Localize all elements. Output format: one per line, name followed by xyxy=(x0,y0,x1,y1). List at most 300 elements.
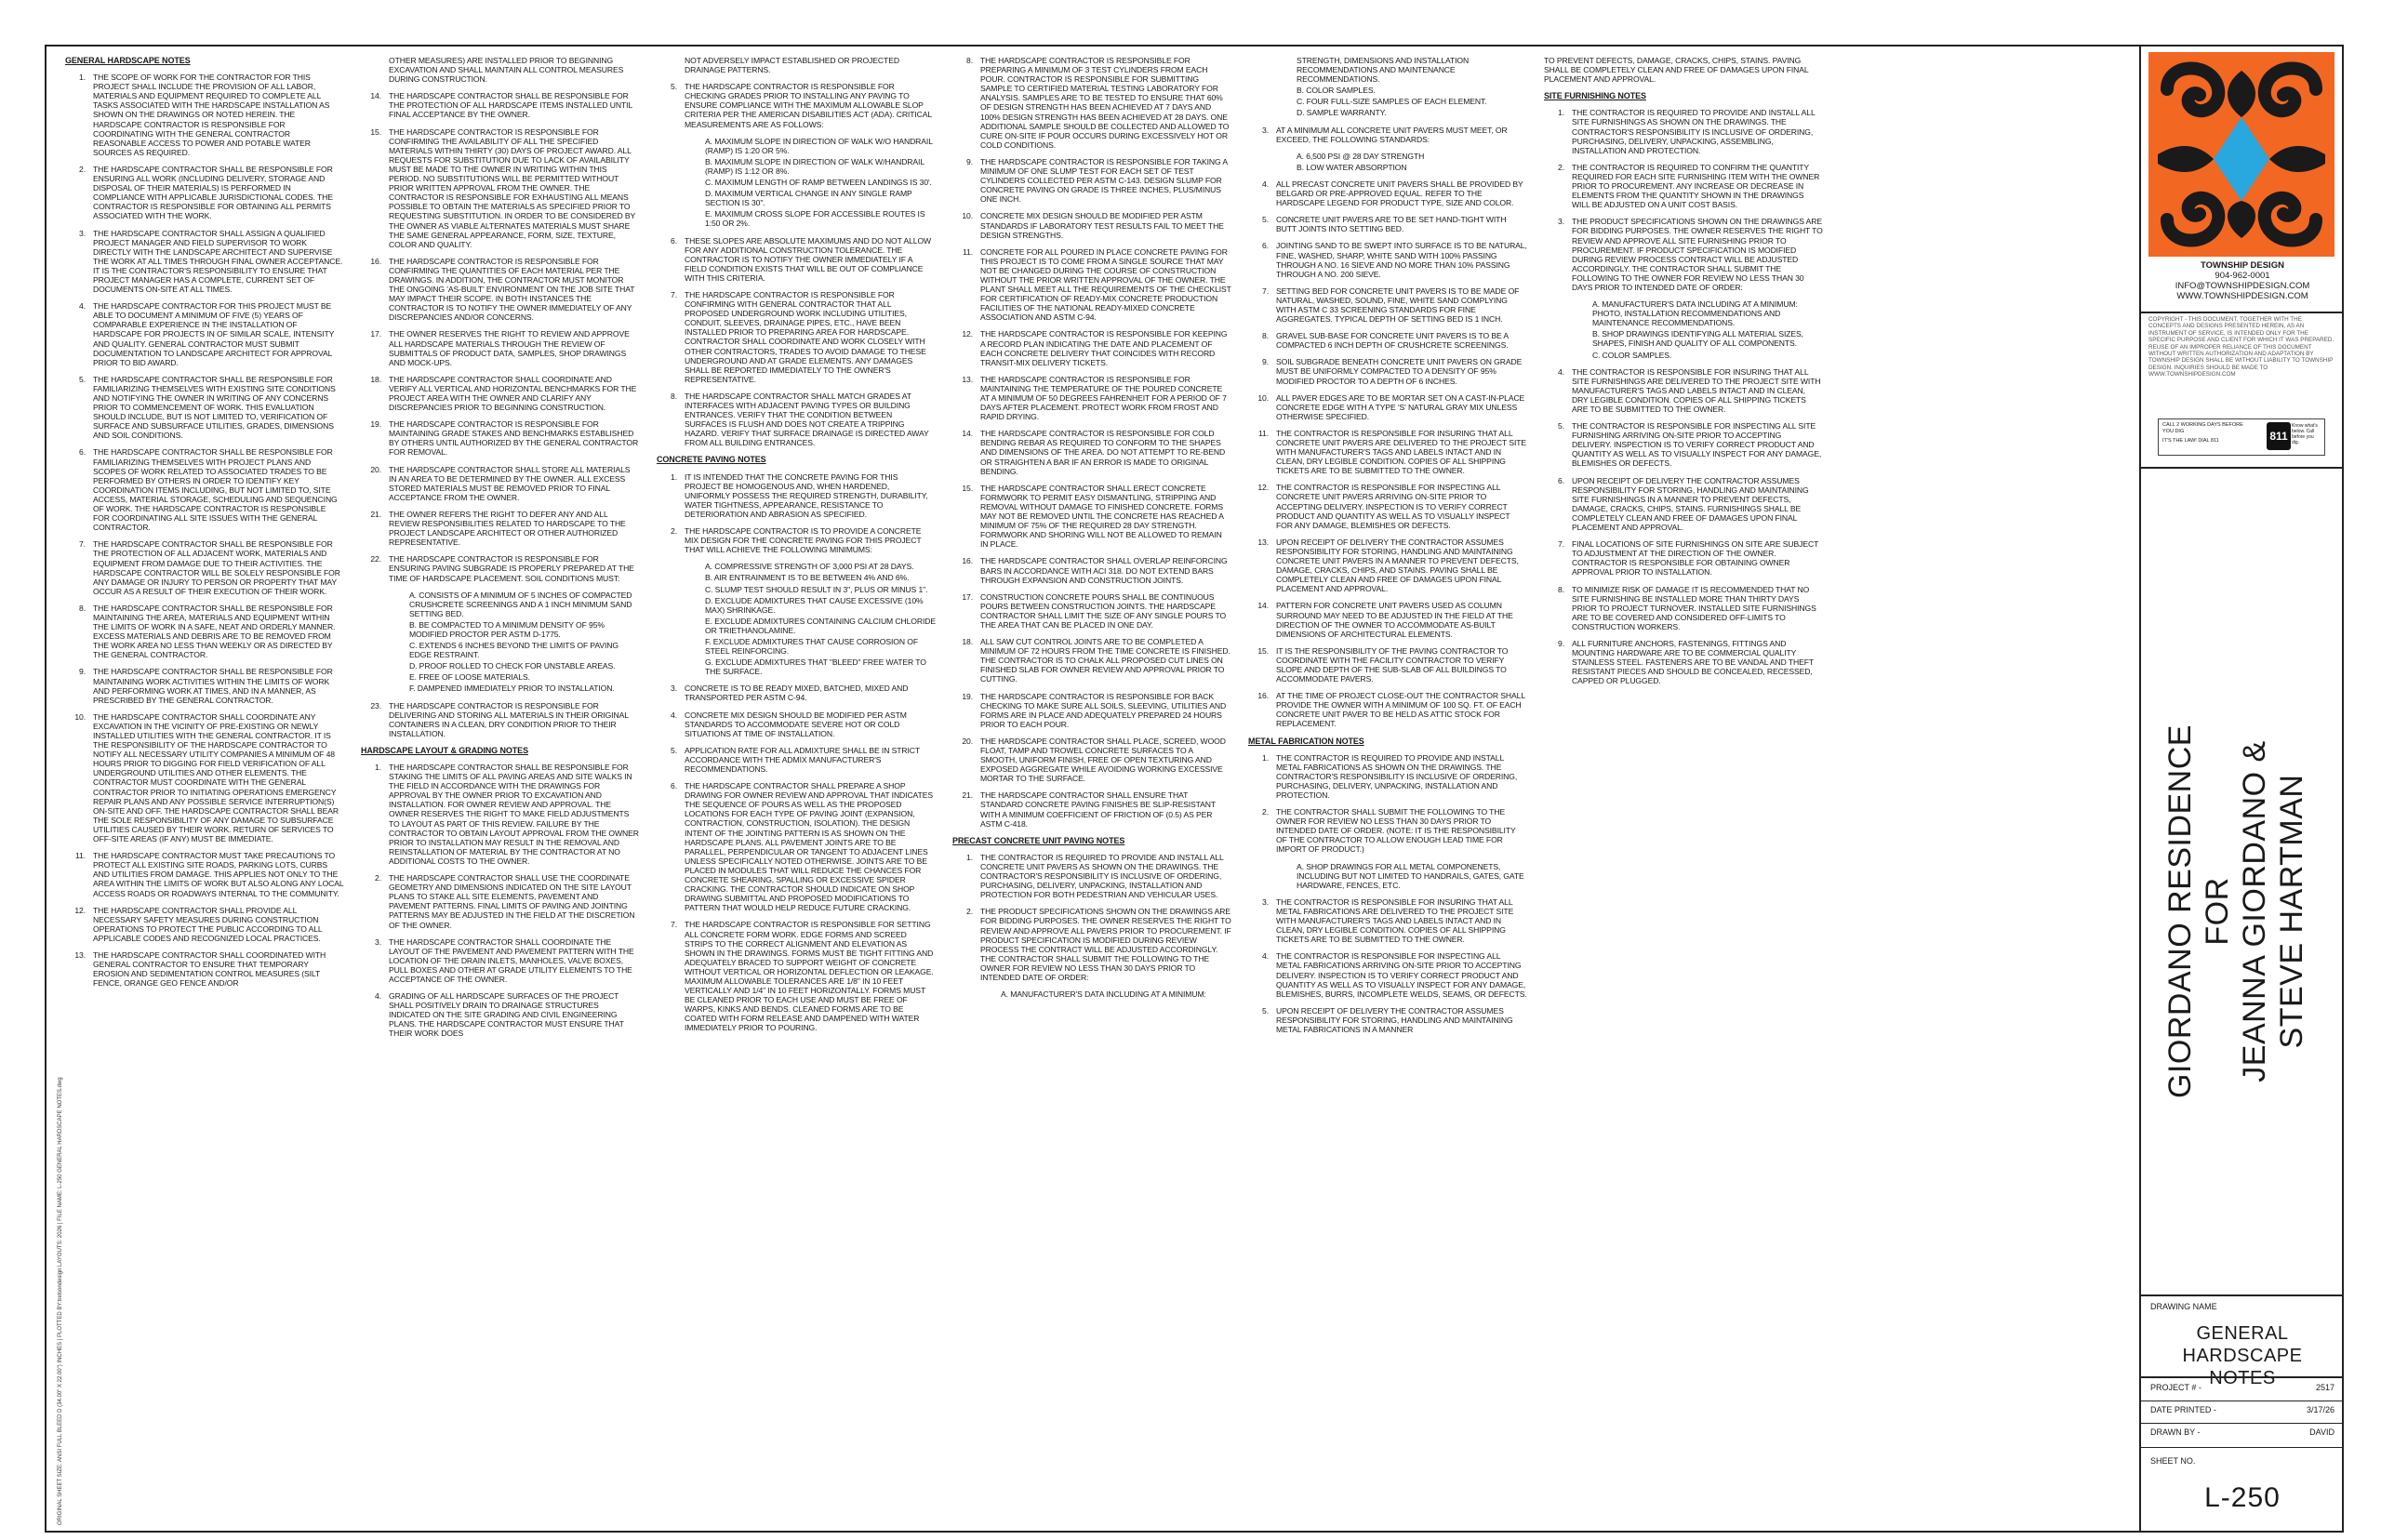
drawn-by-label: DRAWN BY - xyxy=(2150,1427,2201,1437)
sub-item: A. MANUFACTURER'S DATA INCLUDING AT A MINIMUM: PHOTO, INSTALLATION RECOMMENDATIONS AND MAINTENANCE RECOMMENDATIONS. xyxy=(1592,299,1798,328)
note-list xyxy=(657,684,936,1032)
note-number: 13. xyxy=(74,949,86,960)
sub-item: B. LOW WATER ABSORPTION xyxy=(1297,162,1407,172)
note-number: 12. xyxy=(962,329,973,339)
note-number: 1. xyxy=(966,852,973,862)
note-text: GRAVEL SUB-BASE FOR CONCRETE UNIT PAVERS IS TO BE A COMPACTED 6 INCH DEPTH OF CRUSHCRETE SCREENINGS. xyxy=(1276,331,1509,351)
sub-list xyxy=(1544,299,1823,367)
project-title-text xyxy=(2162,539,2310,1283)
note-item xyxy=(361,91,640,119)
note-list xyxy=(1248,126,1527,144)
note-item xyxy=(952,329,1231,366)
note-item xyxy=(1248,897,1527,944)
note-item xyxy=(361,763,640,866)
note-item xyxy=(361,701,640,738)
note-item xyxy=(1248,241,1527,278)
note-item xyxy=(361,937,640,984)
note-item xyxy=(1248,807,1527,854)
note-number: 4. xyxy=(671,710,677,720)
section-title-general-hardscape: GENERAL HARDSCAPE NOTES xyxy=(65,56,191,65)
note-text: THE HARDSCAPE CONTRACTOR SHALL BE RESPONSIBLE FOR THE PROTECTION OF ALL ADJACENT WORK, MATERIALS AND EQUIPMENT FROM DAMAGE DUE TO THEIR ACTIVITIES. THE HARDSCAPE CONTRACTOR WILL BE SOLELY RESPONSIBLE FOR ANY DAMAGE OR INJURY TO PERSON OR PROPERTY THAT MAY OCCUR AS A RESULT OF THEIR EXECUTION OF THEIR WORK. xyxy=(93,539,340,596)
sub-item: C. COLOR SAMPLES. xyxy=(1592,350,1672,360)
note-number: 1. xyxy=(1558,108,1564,118)
note-item xyxy=(952,157,1231,204)
note-item xyxy=(1248,179,1527,207)
note-number: 7. xyxy=(1558,539,1564,550)
note-text: FINAL LOCATIONS OF SITE FURNISHINGS ON SITE ARE SUBJECT TO ADJUSTMENT AT THE DIRECTION OF THE OWNER. CONTRACTOR IS RESPONSIBLE FOR OBTAINING OWNER APPROVAL PRIOR TO INSTALLATION. xyxy=(1572,539,1819,578)
section-title-precast-paving: PRECAST CONCRETE UNIT PAVING NOTES xyxy=(952,835,1125,845)
note-number: 4. xyxy=(1558,366,1564,377)
note-item xyxy=(65,375,344,441)
note-item xyxy=(361,554,640,582)
firm-website: WWW.TOWNSHIPDESIGN.COM xyxy=(2176,291,2308,301)
note-number: 2. xyxy=(966,907,973,917)
note-item xyxy=(1544,539,1823,577)
note-item xyxy=(1544,367,1823,414)
sub-item: D. SAMPLE WARRANTY. xyxy=(1297,108,1387,118)
note-text: THE HARDSCAPE CONTRACTOR SHALL USE THE COORDINATE GEOMETRY AND DIMENSIONS INDICATED ON THE SITE LAYOUT PLANS TO STAKE ALL SITE ELEMENTS, PAVEMENT AND PAVEMENT PATTERNS. FINAL LIMITS OF PAVING AND JOINTING PATTERNS MAY BE ADJUSTED IN THE FIELD AT THE DISCRETION OF THE OWNER. xyxy=(389,873,635,930)
project-number-label: PROJECT # - xyxy=(2150,1383,2201,1392)
note-number: 2. xyxy=(79,164,86,174)
divider xyxy=(2141,1447,2344,1448)
note-item xyxy=(952,790,1231,828)
township-logo xyxy=(2148,52,2334,257)
note-text: THE HARDSCAPE CONTRACTOR SHALL STORE ALL MATERIALS IN AN AREA TO BE DETERMINED BY THE OWNER. ALL EXCESS STORED MATERIALS MUST BE REMOVED PRIOR TO FINAL ACCEPTANCE FROM THE OWNER. xyxy=(389,464,631,502)
sub-item: C. SLUMP TEST SHOULD RESULT IN 3", PLUS OR MINUS 1". xyxy=(705,584,928,594)
note-text: THE HARDSCAPE CONTRACTOR IS RESPONSIBLE FOR DELIVERING AND STORING ALL MATERIALS IN THEIR ORIGINAL CONTAINERS IN A CLEAN, DRY CONDITION PRIOR TO THEIR INSTALLATION. xyxy=(389,700,629,738)
note-item xyxy=(361,375,640,412)
note-list xyxy=(1248,179,1527,729)
note-number: 5. xyxy=(1262,215,1269,225)
notes-column-2 xyxy=(361,56,640,1525)
note-number: 12. xyxy=(1257,483,1269,493)
note-item xyxy=(65,906,344,943)
note-number: 1. xyxy=(375,763,381,772)
note-number: 7. xyxy=(671,289,677,299)
notes-area xyxy=(56,56,2139,1525)
note-text: CONCRETE IS TO BE READY MIXED, BATCHED, MIXED AND TRANSPORTED PER ASTM C-94. xyxy=(685,684,909,703)
note-list xyxy=(361,701,640,738)
project-number-row xyxy=(2150,1383,2334,1392)
note-text: THE HARDSCAPE CONTRACTOR SHALL BE RESPONSIBLE FOR MAINTAINING THE AREA, MATERIALS AND EQUIPMENT WITHIN THE LIMITS OF WORK IN A SAFE, NEAT AND ORDERLY MANNER. EXCESS MATERIALS AND DEBRIS ARE TO BE REMOVED FROM THE WORK AREA NO LESS THAN WEEKLY OR AS DIRECTED BY THE GENERAL CONTRACTOR. xyxy=(93,603,336,660)
note-item xyxy=(65,73,344,157)
note-item xyxy=(952,592,1231,630)
note-item xyxy=(65,165,344,221)
note-text: THE HARDSCAPE CONTRACTOR IS RESPONSIBLE FOR CONFIRMING THE QUANTITIES OF EACH MATERIAL PER THE DRAWINGS. IN ADDITION, THE CONTRACTOR MUST MONITOR THE ONGOING 'AS-BUILT' ENVIRONMENT ON THE JOB SITE THAT MAY IMPACT THEIR SCOPE. IN BOTH INSTANCES THE CONTRACTOR IS TO NOTIFY THE OWNER IMMEDIATELY OF ANY DISCREPANCIES AND/OR CONCERNS. xyxy=(389,256,635,323)
note-item xyxy=(952,907,1231,982)
note-number: 16. xyxy=(962,556,973,566)
note-item xyxy=(657,472,936,519)
note-text: CONCRETE UNIT PAVERS ARE TO BE SET HAND-TIGHT WITH BUTT JOINTS INTO SETTING BED. xyxy=(1276,215,1507,234)
notes-column-1 xyxy=(65,56,344,1525)
divider xyxy=(2141,1423,2344,1424)
section-title-site-furnishing: SITE FURNISHING NOTES xyxy=(1544,91,1646,101)
note-number: 9. xyxy=(966,156,973,166)
note-item xyxy=(65,851,344,897)
note-item xyxy=(1248,126,1527,144)
note-text: AT A MINIMUM ALL CONCRETE UNIT PAVERS MUST MEET, OR EXCEED, THE FOLLOWING STANDARDS: xyxy=(1276,125,1508,144)
note-item xyxy=(65,667,344,704)
note-item xyxy=(361,257,640,323)
firm-phone: 904-962-0001 xyxy=(2215,271,2270,281)
note-text: UPON RECEIPT OF DELIVERY THE CONTRACTOR ASSUMES RESPONSIBILITY FOR STORING, HANDLING AND MAINTAINING METAL FABRICATIONS IN A MANNER xyxy=(1276,1005,1513,1034)
note-number: 8. xyxy=(671,391,677,401)
note-number: 6. xyxy=(671,235,677,246)
sub-item: A. MAXIMUM SLOPE IN DIRECTION OF WALK W/O HANDRAIL (RAMP) IS 1:20 OR 5%. xyxy=(705,136,933,155)
sub-item: STRENGTH, DIMENSIONS AND INSTALLATION RECOMMENDATIONS AND MAINTENANCE RECOMMENDATIONS. xyxy=(1297,56,1470,85)
note-number: 1. xyxy=(671,471,677,482)
sub-item: B. BE COMPACTED TO A MINIMUM DENSITY OF 95% MODIFIED PROCTOR PER ASTM D-1775. xyxy=(409,619,605,639)
note-list xyxy=(1544,108,1823,292)
logo-graphic xyxy=(2148,52,2334,257)
note-item xyxy=(1248,691,1527,728)
plot-info-strip xyxy=(58,707,67,1525)
note-text: THE HARDSCAPE CONTRACTOR SHALL PROVIDE ALL NECESSARY SAFETY MEASURES DURING CONSTRUCTION OPERATIONS TO PROTECT THE PUBLIC ACCORDING TO ALL APPLICABLE CODES AND RECOGNIZED LOCAL PRACTICES. xyxy=(93,905,323,943)
divider xyxy=(2141,1376,2344,1378)
note-number: 14. xyxy=(962,429,973,439)
note-text: ALL PAVER EDGES ARE TO BE MORTAR SET ON A CAST-IN-PLACE CONCRETE EDGE WITH A TYPE 'S' NATURAL GRAY MIX UNLESS OTHERWISE SPECIFIED. xyxy=(1276,392,1525,421)
note-text: THE CONTRACTOR IS RESPONSIBLE FOR INSURING THAT ALL METAL FABRICATIONS ARE DELIVERED TO THE PROJECT SITE WITH MANUFACTURER'S TAGS AND LABELS INTACT AND IN CLEAN, DRY LEGIBLE CONDITION. COPIES OF ALL SHIPPING TICKETS ARE TO BE SUBMITTED TO THE OWNER. xyxy=(1276,896,1514,945)
note-text: CONCRETE MIX DESIGN SHOULD BE MODIFIED PER ASTM STANDARDS TO ACCOMMODATE SEVERE HOT OR COLD SITUATIONS AT TIME OF INSTALLATION. xyxy=(685,710,907,738)
note-number: 19. xyxy=(962,691,973,701)
continued-text: TO PREVENT DEFECTS, DAMAGE, CRACKS, CHIPS, STAINS. PAVING SHALL BE COMPLETELY CLEAN AND FREE OF DAMAGES UPON FINAL PLACEMENT AND APPROVAL. xyxy=(1544,56,1809,85)
note-text: THE HARDSCAPE CONTRACTOR SHALL BE RESPONSIBLE FOR ENSURING ALL WORK (INCLUDING DELIVERY, STORAGE AND DISPOSAL OF THEIR MATERIALS) IS PERFORMED IN COMPLIANCE WITH APPLICABLE JURISDICTIONAL CODES. THE CONTRACTOR IS RESPONSIBLE FOR OBTAINING ALL PERMITS ASSOCIATED WITH THE WORK. xyxy=(93,164,333,221)
sub-item: C. EXTENDS 6 INCHES BEYOND THE LIMITS OF PAVING EDGE RESTRAINT. xyxy=(409,641,619,660)
note-number: 4. xyxy=(1262,951,1269,962)
sub-list xyxy=(657,562,936,684)
date-printed-label: DATE PRINTED - xyxy=(2150,1405,2216,1414)
note-item xyxy=(657,710,936,738)
note-number: 15. xyxy=(370,126,381,137)
note-list xyxy=(1248,897,1527,1034)
note-text: THE HARDSCAPE CONTRACTOR SHALL COORDINATE THE LAYOUT OF THE PAVEMENT AND PAVEMENT PATTERN WITH THE LOCATION OF THE DRAIN INLETS, MANHOLES, VALVE BOXES, PULL BOXES AND OTHER AT GRADE UTILITY ELEMENTS TO THE ACCEPTANCE OF THE OWNER. xyxy=(389,936,634,984)
note-number: 4. xyxy=(1262,179,1269,189)
note-text: CONSTRUCTION CONCRETE POURS SHALL BE CONTINUOUS POURS BETWEEN CONSTRUCTION JOINTS. THE HARDSCAPE CONTRACTOR SHALL LIMIT THE SIZE OF ANY SINGLE POURS TO THE AREA THAT CAN BE PLACED IN ONE DAY. xyxy=(980,591,1227,630)
note-item xyxy=(1544,421,1823,468)
note-item xyxy=(952,692,1231,729)
note-list xyxy=(952,853,1231,982)
note-number: 10. xyxy=(962,211,973,221)
note-list xyxy=(657,236,936,448)
note-number: 8. xyxy=(1558,584,1564,594)
note-item xyxy=(952,429,1231,475)
note-number: 1. xyxy=(1262,752,1269,763)
note-item xyxy=(1544,108,1823,154)
note-text: THE HARDSCAPE CONTRACTOR IS RESPONSIBLE FOR COLD BENDING REBAR AS REQUIRED TO CONFORM TO THE SHAPES AND DIMENSIONS OF THE AREA. DO NOT ATTEMPT TO RE-BEND OR STRAIGHTEN A BAR IF AN ERROR IS MADE TO ORIGINAL BENDING. xyxy=(980,429,1226,476)
note-text: THE HARDSCAPE CONTRACTOR IS RESPONSIBLE FOR TAKING A MINIMUM OF ONE SLUMP TEST FOR EACH SET OF TEST CYLINDERS COLLECTED PER ASTM C-143. DESIGN SLUMP FOR CONCRETE PAVING ON GRADE IS THREE INCHES, PLUS/MINUS ONE INCH. xyxy=(980,156,1228,205)
note-item xyxy=(361,127,640,249)
note-number: 8. xyxy=(79,603,86,613)
note-text: THE SCOPE OF WORK FOR THE CONTRACTOR FOR THIS PROJECT SHALL INCLUDE THE PROVISION OF ALL LABOR, MATERIALS AND EQUIPMENT REQUIRED TO COMPLETE ALL TASKS ASSOCIATED WITH THE HARDSCAPE INSTALLATION AS SHOWN ON THE DRAWINGS OR NOTED HEREIN. THE HARDSCAPE CONTRACTOR IS RESPONSIBLE FOR COORDINATING WITH THE GENERAL CONTRACTOR REASONABLE ACCESS TO POWER AND POTABLE WATER SOURCES AS REQUIRED. xyxy=(93,73,330,157)
sub-item: A. COMPRESSIVE STRENGTH OF 3,000 PSI AT 28 DAYS. xyxy=(705,562,914,572)
note-text: THE HARDSCAPE CONTRACTOR SHALL ASSIGN A QUALIFIED PROJECT MANAGER AND FIELD SUPERVISOR TO WORK DIRECTLY WITH THE LANDSCAPE ARCHITECT AND SUPERVISE THE WORK AT ALL TIMES THROUGH FINAL OWNER ACCEPTANCE. IT IS THE CONTRACTOR'S RESPONSIBILITY TO ENSURE THAT PROJECT MANAGER HAS A COMPLETE, CURRENT SET OF DOCUMENTS ON-SITE AT ALL TIMES. xyxy=(93,228,343,295)
date-printed: 3/17/26 xyxy=(2306,1405,2334,1414)
note-item xyxy=(952,56,1231,150)
sheet-number-label: SHEET NO. xyxy=(2150,1456,2196,1466)
note-item xyxy=(657,781,936,912)
note-text: THE CONTRACTOR IS RESPONSIBLE FOR INSURING THAT ALL CONCRETE UNIT PAVERS ARE DELIVERED TO THE PROJECT SITE WITH MANUFACTURER'S TAGS AND LABELS INTACT AND IN CLEAN, DRY LEGIBLE CONDITION. COPIES OF ALL SHIPPING TICKETS ARE TO BE SUBMITTED TO THE OWNER. xyxy=(1276,428,1527,476)
note-text: TO MINIMIZE RISK OF DAMAGE IT IS RECOMMENDED THAT NO SITE FURNISHING BE INSTALLED MORE THAN THIRTY DAYS PRIOR TO PROJECT TURNOVER. INSTALLED SITE FURNISHINGS ARE TO BE COVERED AND CONSIDERED OFF-LIMITS TO CONSTRUCTION WORKERS. xyxy=(1572,584,1816,631)
note-text: UPON RECEIPT OF DELIVERY THE CONTRACTOR ASSUMES RESPONSIBILITY FOR STORING, HANDLING AND MAINTAINING SITE FURNISHINGS IN A MANNER TO PREVENT DEFECTS, DAMAGE, CRACKS, CHIPS, STAINS. FURNISHINGS SHALL BE COMPLETELY CLEAN AND FREE OF DAMAGES UPON FINAL PLACEMENT AND APPROVAL. xyxy=(1572,475,1809,533)
note-text: THE HARDSCAPE CONTRACTOR SHALL BE RESPONSIBLE FOR MAINTAINING WORK ACTIVITIES WITHIN THE LIMITS OF WORK AND PERFORMING WORK AT TIMES, AND IN A MANNER, AS PRESCRIBED BY THE GENERAL CONTRACTOR. xyxy=(93,667,333,705)
sub-item: D. MAXIMUM VERTICAL CHANGE IN ANY SINGLE RAMP SECTION IS 30". xyxy=(705,189,912,208)
note-text: THE HARDSCAPE CONTRACTOR IS RESPONSIBLE FOR PREPARING A MINIMUM OF 3 TEST CYLINDERS FROM EACH POUR. CONTRACTOR IS RESPONSIBLE FOR SUBMITTING SAMPLE TO CERTIFIED MATERIAL TESTING LABORATORY FOR ANALYSIS. SAMPLES ARE TO BE TESTED TO ENSURE THAT 60% OF DESIGN STRENGTH HAS BEEN ACHIEVED AT 7 DAYS AND 100% DESIGN STRENGTH HAS BEEN ACHIEVED AT 28 DAYS. ONE ADDITIONAL SAMPLE SHOULD BE COLLECTED AND ALLOWED TO CURE ON-SITE IF POUR OCCURS DURING EXCESSIVELY HOT OR COLD CONDITIONS. xyxy=(980,56,1230,150)
note-item xyxy=(361,419,640,457)
note-item xyxy=(65,447,344,532)
project-title-line-1: GIORDANO RESIDENCE xyxy=(2162,724,2198,1098)
note-text: IT IS THE RESPONSIBILITY OF THE PAVING CONTRACTOR TO COORDINATE WITH THE FACILITY CONTRACTOR TO VERIFY SLOPE AND DEPTH OF THE SUB-SLAB OF ALL BUILDINGS TO ACCOMMODATE PAVERS. xyxy=(1276,645,1509,684)
note-item xyxy=(952,556,1231,584)
note-number: 3. xyxy=(375,936,381,947)
continued-text: NOT ADVERSELY IMPACT ESTABLISHED OR PROJECTED DRAINAGE PATTERNS. xyxy=(685,56,899,75)
note-item xyxy=(952,737,1231,783)
note-text: PATTERN FOR CONCRETE UNIT PAVERS USED AS COLUMN SURROUND MAY NEED TO BE ADJUSTED IN THE FIELD AT THE DIRECTION OF THE OWNER TO ACCOMMODATE AS-BUILT DIMENSIONS OF ARCHITECTURAL ELEMENTS. xyxy=(1276,601,1513,639)
note-item xyxy=(952,375,1231,421)
note-text: APPLICATION RATE FOR ALL ADMIXTURE SHALL BE IN STRICT ACCORDANCE WITH THE ADMIX MANUFACTURER'S RECOMMENDATIONS. xyxy=(685,745,920,774)
note-number: 20. xyxy=(962,736,973,746)
note-number: 2. xyxy=(375,873,381,883)
sub-list xyxy=(1248,56,1527,126)
note-text: THE CONTRACTOR IS RESPONSIBLE FOR INSPECTING ALL CONCRETE UNIT PAVERS ARRIVING ON-SITE PRIOR TO ACCEPTING DELIVERY. INSPECTION IS TO VERIFY CORRECT PRODUCT AND QUANTITY AS WELL AS TO VISUALLY INSPECT FOR ANY DAMAGE, BLEMISHES OR DEFECTS. xyxy=(1276,483,1510,530)
sub-item: B. AIR ENTRAINMENT IS TO BE BETWEEN 4% AND 6%. xyxy=(705,573,910,583)
note-text: THE HARDSCAPE CONTRACTOR SHALL BE RESPONSIBLE FOR FAMILIARIZING THEMSELVES WITH PROJECT PLANS AND SCOPES OF WORK RELATED TO ASSOCIATED TRADES TO BE PERFORMED BY OTHERS IN ORDER TO IDENTIFY KEY COORDINATION ITEMS INCLUDING, BUT NOT LIMITED TO, SITE ACCESS, MATERIAL STORAGE, SCHEDULING AND SEQUENCING OF WORK. THE HARDSCAPE CONTRACTOR IS RESPONSIBLE FOR COORDINATING ALL SITE ISSUES WITH THE GENERAL CONTRACTOR. xyxy=(93,447,338,533)
note-item xyxy=(657,746,936,774)
note-text: IT IS INTENDED THAT THE CONCRETE PAVING FOR THIS PROJECT BE HOMOGENOUS AND, WHEN HARDENED, UNIFORMLY POSSESS THE REQUIRED STRENGTH, DURABILITY, WATER TIGHTNESS, APPEARANCE, RESISTANCE TO DETERIORATION AND ABRASION AS SPECIFIED. xyxy=(685,471,928,519)
note-number: 14. xyxy=(370,91,381,101)
note-number: 18. xyxy=(370,374,381,384)
note-text: THE HARDSCAPE CONTRACTOR SHALL BE RESPONSIBLE FOR FAMILIARIZING THEMSELVES WITH EXISTING SITE CONDITIONS AND NOTIFYING THE OWNER IN WRITING OF ANY CONCERNS PRIOR TO COMMENCEMENT OF WORK. THIS EVALUATION SHOULD INCLUDE, BUT IS NOT LIMITED TO, VERIFICATION OF SURFACE AND SUBSURFACE UTILITIES, GRADES, DIMENSIONS AND SOIL CONDITIONS. xyxy=(93,374,336,441)
note-list xyxy=(361,91,640,582)
sub-list xyxy=(1248,862,1527,897)
note-text: CONCRETE MIX DESIGN SHOULD BE MODIFIED PER ASTM STANDARDS IF LABORATORY TEST RESULTS FAIL TO MEET THE DESIGN STRENGTHS. xyxy=(980,211,1224,240)
sub-item: F. DAMPENED IMMEDIATELY PRIOR TO INSTALLATION. xyxy=(409,684,615,694)
divider xyxy=(2141,312,2344,313)
note-item xyxy=(361,329,640,366)
note-number: 19. xyxy=(370,419,381,430)
firm-info xyxy=(2141,260,2344,301)
section-title-metal-fabrication: METAL FABRICATION NOTES xyxy=(1248,736,1364,746)
note-text: THE HARDSCAPE CONTRACTOR IS RESPONSIBLE FOR MAINTAINING GRADE STAKES AND BENCHMARKS ESTABLISHED BY OTHERS UNTIL AUTHORIZED BY THE GENERAL CONTRACTOR FOR REMOVAL. xyxy=(389,419,639,458)
sheet-number: L-250 xyxy=(2204,1482,2281,1513)
note-number: 6. xyxy=(79,447,86,458)
note-item xyxy=(1248,483,1527,529)
note-text: THE CONTRACTOR IS REQUIRED TO PROVIDE AND INSTALL ALL SITE FURNISHINGS AS SHOWN ON THE DRAWINGS. THE CONTRACTOR'S RESPONSIBILITY IS INCLUSIVE OF ORDERING, PURCHASING, DELIVERY, UNPACKING, ASSEMBLING, INSTALLATION AND PROTECTION. xyxy=(1572,108,1816,155)
note-item xyxy=(65,229,344,295)
sub-list xyxy=(657,137,936,236)
note-number: 6. xyxy=(671,781,677,791)
note-number: 7. xyxy=(1262,285,1269,296)
note-text: THE HARDSCAPE CONTRACTOR SHALL BE RESPONSIBLE FOR STAKING THE LIMITS OF ALL PAVING AREAS AND SITE WALKS IN THE FIELD IN ACCORDANCE WITH THE DRAWINGS FOR APPROVAL BY THE OWNER PRIOR TO EXCAVATION AND INSTALLATION. FOR OWNER REVIEW AND APPROVAL. THE OWNER RESERVES THE RIGHT TO MAKE FIELD ADJUSTMENTS TO LAYOUT AS PART OF THIS REVIEW. FAILURE BY THE CONTRACTOR TO OBTAIN LAYOUT APPROVAL FROM THE OWNER PRIOR TO INSTALLATION MAY RESULT IN THE REMOVAL AND REINSTALLATION OF MATERIAL BY THE CONTRACTOR AT NO ADDITIONAL COSTS TO THE OWNER. xyxy=(389,763,639,866)
note-number: 5. xyxy=(1262,1005,1269,1016)
note-number: 16. xyxy=(1257,691,1269,701)
note-list xyxy=(1248,753,1527,855)
note-text: JOINTING SAND TO BE SWEPT INTO SURFACE IS TO BE NATURAL, FINE, WASHED, SHARP, WHITE SAND WITH 100% PASSING THROUGH A NO. 16 SIEVE AND NO MORE THAN 10% PASSING THROUGH A NO. 200 SIEVE. xyxy=(1276,241,1527,279)
note-item xyxy=(657,526,936,554)
note-item xyxy=(1544,217,1823,292)
note-text: THE HARDSCAPE CONTRACTOR IS RESPONSIBLE FOR MAINTAINING THE TEMPERATURE OF THE POURED CONCRETE AT A MINIMUM OF 50 DEGREES FAHRENHEIT FOR A PERIOD OF 7 DAYS AFTER PLACEMENT. PROTECT WORK FROM FROST AND RAPID DRYING. xyxy=(980,374,1227,422)
note-text: CONCRETE FOR ALL POURED IN PLACE CONCRETE PAVING FOR THIS PROJECT IS TO COME FROM A SINGLE SOURCE THAT MAY NOT BE CHANGED DURING THE COURSE OF CONSTRUCTION WITHOUT THE PRIOR WRITTEN APPROVAL OF THE OWNER. THE PLANT SHALL MEET ALL THE REQUIREMENTS OF THE CHECKLIST FOR CERTIFICATION OF READY-MIX CONCRETE PRODUCTION FACILITIES OF THE NATIONAL READY-MIXED CONCRETE ASSOCIATION AND ASTM C-94. xyxy=(980,246,1231,323)
note-number: 9. xyxy=(1262,357,1269,367)
note-number: 3. xyxy=(1262,896,1269,907)
date-printed-row xyxy=(2150,1405,2334,1414)
divider xyxy=(2141,467,2344,469)
note-item xyxy=(1248,538,1527,594)
note-item xyxy=(657,684,936,702)
notes-column-6 xyxy=(1544,56,1823,1525)
drawn-by: DAVID xyxy=(2309,1427,2334,1437)
note-number: 16. xyxy=(370,256,381,266)
note-number: 2. xyxy=(671,526,677,537)
note-number: 13. xyxy=(1257,537,1269,547)
note-number: 9. xyxy=(1558,638,1564,648)
note-number: 6. xyxy=(1262,241,1269,251)
note-item xyxy=(952,247,1231,323)
note-text: THE CONTRACTOR IS REQUIRED TO PROVIDE AND INSTALL ALL CONCRETE UNIT PAVERS AS SHOWN ON THE DRAWINGS. THE CONTRACTOR'S RESPONSIBILITY IS INCLUSIVE OF ORDERING, PURCHASING, DELIVERY, UNPACKING, INSTALLATION AND PROTECTION FOR BOTH PEDESTRIAN AND VEHICULAR USES. xyxy=(980,852,1224,900)
drawn-by-row xyxy=(2150,1427,2334,1437)
note-text: SETTING BED FOR CONCRETE UNIT PAVERS IS TO BE MADE OF NATURAL, WASHED, SOUND, FINE, WHITE SAND COMPLYING WITH ASTM C 33 SCREENING STANDARDS FOR FINE AGGREGATES. TYPICAL DEPTH OF SETTING BED IS 1 INCH. xyxy=(1276,285,1520,325)
note-text: THE PRODUCT SPECIFICATIONS SHOWN ON THE DRAWINGS ARE FOR BIDDING PURPOSES. THE OWNER RESERVES THE RIGHT TO REVIEW AND APPROVE ALL SITE FURNISHING PRIOR TO PROCUREMENT. IF PRODUCT SPECIFICATION IS MODIFIED DURING REVIEW PROCESS CONTRACT WILL BE ADJUSTED ACCORDINGLY. THE CONTRACTOR SHALL SUBMIT THE FOLLOWING TO THE OWNER FOR REVIEW NO LESS THAN 30 DAYS PRIOR TO INTENDED DATE OF ORDER: xyxy=(1572,217,1823,292)
title-block xyxy=(2139,46,2342,1531)
note-text: THE HARDSCAPE CONTRACTOR IS RESPONSIBLE FOR CONFIRMING WITH GENERAL CONTRACTOR THAT ALL PROPOSED UNDERGROUND WORK INCLUDING UTILITIES, CONDUIT, SLEEVES, DRAINAGE PIPES, ETC., HAVE BEEN INSTALLED PRIOR TO PREPARING AREA FOR HARDSCAPE. CONTRACTOR SHALL COORDINATE AND WORK CLOSELY WITH OTHER CONTRACTORS, TRADES TO AVOID DAMAGE TO THESE UNDERGROUND AND AT GRADE ELEMENTS. ANY DAMAGES SHALL BE REPORTED IMMEDIATELY TO THE OWNER'S REPRESENTATIVE. xyxy=(685,289,926,384)
divider xyxy=(2141,1294,2344,1296)
note-item xyxy=(65,712,344,843)
notes-column-4 xyxy=(952,56,1231,1525)
sub-list xyxy=(361,591,640,701)
note-item xyxy=(361,991,640,1038)
note-text: THE HARDSCAPE CONTRACTOR IS TO PROVIDE A CONCRETE MIX DESIGN FOR THE CONCRETE PAVING FOR THIS PROJECT THAT WILL ACHIEVE THE FOLLOWING MINIMUMS: xyxy=(685,526,922,555)
note-item xyxy=(65,604,344,660)
note-text: AT THE TIME OF PROJECT CLOSE-OUT THE CONTRACTOR SHALL PROVIDE THE OWNER WITH A MINIMUM OF 100 SQ. FT. OF EACH CONCRETE UNIT PAVER TO BE HELD AS ATTIC STOCK FOR REPLACEMENT. xyxy=(1276,691,1525,729)
note-text: THE OWNER RESERVES THE RIGHT TO REVIEW AND APPROVE ALL HARDSCAPE MATERIALS THROUGH THE REVIEW OF SUBMITTALS OF PRODUCT DATA, SAMPLES, SHOP DRAWINGS AND MOCK-UPS. xyxy=(389,329,630,367)
note-text: ALL FURNITURE ANCHORS, FASTENINGS, FITTINGS AND MOUNTING HARDWARE ARE TO BE COMMERCIAL QUALITY STAINLESS STEEL. FASTENERS ARE TO BE VANDAL AND THEFT RESISTANT PIECES AND SHOULD BE CONCEALED, RECESSED, CAPPED OR PLUGGED. xyxy=(1572,638,1814,686)
note-text: THE HARDSCAPE CONTRACTOR SHALL MATCH GRADES AT INTERFACES WITH ADJACENT PAVING TYPES OR BUILDING ENTRANCES. VERIFY THAT THE CONDITION BETWEEN SURFACES IS FLUSH AND DOES NOT CREATE A TRIPPING HAZARD. VERIFY THAT SURFACE DRAINAGE IS DIRECTED AWAY FROM ALL BUILDING ENTRANCES. xyxy=(685,391,929,448)
note-list xyxy=(1544,367,1823,686)
section-title-concrete-paving: CONCRETE PAVING NOTES xyxy=(657,455,766,465)
sub-item: A. SHOP DRAWINGS FOR ALL METAL COMPONENETS, INCLUDING BUT NOT LIMITED TO HANDRAILS, GATES, GATE HARDWARE, FENCES, ETC. xyxy=(1297,861,1524,890)
drawing-name: GENERAL HARDSCAPE NOTES xyxy=(2182,1323,2303,1388)
sub-item: A. CONSISTS OF A MINIMUM OF 5 INCHES OF COMPACTED CRUSHCRETE SCREENINGS AND A 1 INCH MINIMUM SAND SETTING BED. xyxy=(409,590,632,618)
sub-item: B. COLOR SAMPLES. xyxy=(1297,86,1376,96)
note-number: 10. xyxy=(1257,392,1269,403)
note-item xyxy=(1248,951,1527,998)
note-item xyxy=(1248,215,1527,233)
note-number: 1. xyxy=(79,73,86,83)
note-text: THE HARDSCAPE CONTRACTOR SHALL COORDINATED WITH GENERAL CONTRACTOR TO ENSURE THAT TEMPORARY EROSION AND SEDIMENTATION CONTROL MEASURES (SILT FENCE, ORANGE GEO FENCE AND/OR xyxy=(93,949,326,989)
note-text: ALL SAW CUT CONTROL JOINTS ARE TO BE COMPLETED A MINIMUM OF 72 HOURS FROM THE TIME CONCRETE IS FINISHED. THE CONTRACTOR IS TO CHALK ALL PROPOSED CUT LINES ON FINISHED SLAB FOR OWNER REVIEW AND APPROVAL PRIOR TO CUTTING. xyxy=(980,637,1230,684)
note-list xyxy=(65,73,344,988)
note-number: 2. xyxy=(1558,162,1564,172)
sub-item: E. MAXIMUM CROSS SLOPE FOR ACCESSIBLE ROUTES IS 1:50 OR 2%. xyxy=(705,209,925,229)
note-item xyxy=(657,290,936,384)
sub-item: G. EXCLUDE ADMIXTURES THAT "BLEED" FREE WATER TO THE SURFACE. xyxy=(705,657,926,677)
sub-item: B. SHOP DRAWINGS IDENTIFYING ALL MATERIAL SIZES, SHAPES, FINISH AND QUALITY OF ALL COMPONENTS. xyxy=(1592,329,1803,349)
note-number: 9. xyxy=(79,667,86,677)
note-text: THE HARDSCAPE CONTRACTOR SHALL OVERLAP REINFORCING BARS IN ACCORDANCE WITH ACI 318. DO NOT EXTEND BARS THROUGH EXPANSION AND CONSTRUCTION JOINTS. xyxy=(980,556,1228,585)
note-text: THE CONTRACTOR IS REQUIRED TO CONFIRM THE QUANTITY REQUIRED FOR EACH SITE FURNISHING ITEM WITH THE OWNER PRIOR TO PROCUREMENT. ANY INCREASE OR DECREASE IN ELEMENTS FROM THE QUANTITY SHOWN IN THE DRAWINGS WILL BE ADJUSTED ON A UNIT COST BASIS. xyxy=(1572,162,1820,210)
note-text: THE HARDSCAPE CONTRACTOR MUST TAKE PRECAUTIONS TO PROTECT ALL EXISTING SITE ROADS, PARKING LOTS, CURBS AND UTILITIES FROM DAMAGE. THIS APPLIES NOT ONLY TO THE AREA WITHIN THE LIMITS OF WORK BUT ALSO ALONG ANY LOCAL ACCESS ROADS OR ROADWAYS INTERNAL TO THE COMMUNITY. xyxy=(93,851,344,898)
note-item xyxy=(1544,585,1823,631)
note-list xyxy=(361,763,640,1039)
note-item xyxy=(1248,286,1527,324)
note-number: 14. xyxy=(1257,601,1269,611)
note-number: 15. xyxy=(962,483,973,493)
note-item xyxy=(1248,601,1527,638)
notes-column-5 xyxy=(1248,56,1527,1525)
note-text: THE HARDSCAPE CONTRACTOR IS RESPONSIBLE FOR CHECKING GRADES PRIOR TO INSTALLING ANY PAVING TO ENSURE COMPLIANCE WITH THE MAXIMUM ALLOWABLE SLOP CRITERIA PER THE AMERICAN DISABILITIES ACT (ADA). CRITICAL MEASUREMENTS ARE AS FOLLOWS: xyxy=(685,82,932,129)
note-item xyxy=(1248,429,1527,475)
note-number: 7. xyxy=(79,539,86,550)
note-number: 7. xyxy=(671,920,677,930)
note-item xyxy=(657,920,936,1032)
note-number: 3. xyxy=(671,684,677,694)
note-text: THE CONTRACTOR IS RESPONSIBLE FOR INSPECTING ALL METAL FABRICATIONS ARRIVING ON-SITE PRIOR TO ACCEPTING DELIVERY. INSPECTION IS TO VERIFY CORRECT PRODUCT AND QUANTITY AS WELL AS TO VISUALLY INSPECT FOR ANY DAMAGE, BLEMISHES, BURRS, INCOMPLETE WELDS, SEAMS, OR DEFECTS. xyxy=(1276,951,1527,999)
note-number: 22. xyxy=(370,554,381,564)
note-text: THE CONTRACTOR IS RESPONSIBLE FOR INSPECTING ALL SITE FURNISHING ARRIVING ON-SITE PRIOR TO ACCEPTING DELIVERY. INSPECTION IS TO VERIFY CORRECT PRODUCT AND QUANTITY AS WELL AS TO VISUALLY INSPECT FOR ANY DAMAGE, BLEMISHES OR DEFECTS. xyxy=(1572,421,1822,469)
note-number: 3. xyxy=(1262,125,1269,135)
sub-item: E. EXCLUDE ADMIXTURES CONTAINING CALCIUM CHLORIDE OR TRIETHANOLAMINE. xyxy=(705,616,936,635)
note-text: THE HARDSCAPE CONTRACTOR SHALL COORDINATE AND VERIFY ALL VERTICAL AND HORIZONTAL BENCHMARKS FOR THE PROJECT AREA WITH THE OWNER AND CLARIFY ANY DISCREPANCIES PRIOR TO BEGINNING CONSTRUCTION. xyxy=(389,374,637,413)
note-item xyxy=(952,211,1231,239)
sub-item: C. MAXIMUM LENGTH OF RAMP BETWEEN LANDINGS IS 30'. xyxy=(705,178,932,188)
note-text: THE HARDSCAPE CONTRACTOR SHALL PLACE, SCREED, WOOD FLOAT, TAMP AND TROWEL CONCRETE SURFACES TO A SMOOTH, UNIFORM FINISH, FREE OF OPEN TEXTURING AND EXPOSED AGGREGATE WHILE AVOIDING WORKING EXCESSIVE MORTAR TO THE SURFACE. xyxy=(980,736,1226,784)
dig-text-2: IT'S THE LAW! DIAL 811 xyxy=(2162,438,2219,444)
note-number: 11. xyxy=(1257,428,1269,438)
note-item xyxy=(1248,357,1527,385)
note-number: 21. xyxy=(962,790,973,801)
firm-name: TOWNSHIP DESIGN xyxy=(2201,260,2284,271)
call-before-you-dig xyxy=(2158,418,2325,456)
note-number: 2. xyxy=(1262,807,1269,817)
note-number: 13. xyxy=(962,374,973,384)
sub-item: C. FOUR FULL-SIZE SAMPLES OF EACH ELEMENT. xyxy=(1297,97,1487,107)
note-number: 4. xyxy=(79,301,86,312)
note-number: 15. xyxy=(1257,645,1269,656)
note-number: 17. xyxy=(370,329,381,339)
note-text: THESE SLOPES ARE ABSOLUTE MAXIMUMS AND DO NOT ALLOW FOR ANY ADDITIONAL CONSTRUCTION TOLERANCE. THE CONTRACTOR IS TO NOTIFY THE OWNER IMMEDIATELY IF A FIELD CONDITION EXISTS THAT WILL BE OUT OF COMPLIANCE WITH THIS CRITERIA. xyxy=(685,235,932,283)
note-item xyxy=(361,465,640,502)
sub-item: B. MAXIMUM SLOPE IN DIRECTION OF WALK W/HANDRAIL (RAMP) IS 1:12 OR 8%. xyxy=(705,156,924,176)
dig-text-1: CALL 2 WORKING DAYS BEFORE YOU DIG xyxy=(2162,422,2243,434)
note-item xyxy=(361,873,640,930)
note-text: THE HARDSCAPE CONTRACTOR IS RESPONSIBLE FOR CONFIRMING THE AVAILABILITY OF ALL THE SPECIFIED MATERIALS WITHIN THIRTY (30) DAYS OF PROJECT AWARD. ALL REQUESTS FOR SUBSTITUTION DUE TO LACK OF AVAILABILITY MUST BE MADE TO THE OWNER IN WRITING WITHIN THIS PERIOD. NO SUBSTITUTIONS WILL BE PERMITTED WITHOUT PRIOR WRITTEN APPROVAL FROM THE OWNER. THE CONTRACTOR IS RESPONSIBLE FOR EXHAUSTING ALL MEANS POSSIBLE TO OBTAIN THE MATERIALS AS SPECIFIED PRIOR TO REQUESTING SUBSTITUTION. IN ORDER TO BE CONSIDERED BY THE OWNER AS VIABLE ALTERNATES MATERIALS MUST SHARE THE SAME GENERAL APPEARANCE, FORM, SIZE, TEXTURE, COLOR AND QUALITY. xyxy=(389,126,635,249)
note-item xyxy=(361,510,640,547)
project-number: 2517 xyxy=(2315,1383,2334,1392)
sub-item: E. FREE OF LOOSE MATERIALS. xyxy=(409,672,530,683)
note-number: 3. xyxy=(79,228,86,238)
note-number: 5. xyxy=(1558,421,1564,431)
note-text: THE HARDSCAPE CONTRACTOR IS RESPONSIBLE FOR ENSURING PAVING SUBGRADE IS PROPERLY PREPARED AT THE TIME OF HARDSCAPE PLACEMENT. SOIL CONDITIONS MUST: xyxy=(389,554,634,583)
note-number: 20. xyxy=(370,464,381,474)
note-number: 17. xyxy=(962,591,973,602)
sub-list xyxy=(952,989,1231,1006)
note-item xyxy=(1248,1006,1527,1034)
notes-column-3 xyxy=(657,56,936,1525)
plot-info-text: ORIGINAL SHEET SIZE: ANSI FULL BLEED D (34.00" X 22.00") INCHES | PLOTTED BY:trelsondesign LAYOUTS: 2026 | FILE NAME: L-250 GENERAL HARDSCAPE NOTES.dwg xyxy=(58,1077,63,1525)
note-text: THE HARDSCAPE CONTRACTOR SHALL ERECT CONCRETE FORMWORK TO PERMIT EASY DISMANTLING, STRIPPING AND REMOVAL WITHOUT DAMAGE TO FINISHED CONCRETE. FORMS MAY NOT BE REMOVED UNTIL THE CONCRETE HAS REACHED A MINIMUM OF 75% OF THE REQUIRED 28 DAY STRENGTH. FORMWORK AND SHORING WILL NOT BE ALLOWED TO REMAIN IN PLACE. xyxy=(980,483,1224,550)
sub-list xyxy=(1248,152,1527,179)
note-text: UPON RECEIPT OF DELIVERY THE CONTRACTOR ASSUMES RESPONSIBILITY FOR STORING, HANDLING AND MAINTAINING CONCRETE UNIT PAVERS IN A MANNER TO PREVENT DEFECTS, DAMAGE, CRACKS, CHIPS, AND STAINS. PAVING SHALL BE COMPLETELY CLEAN AND FREE OF DAMAGES UPON FINAL PLACEMENT AND APPROVAL. xyxy=(1276,537,1519,594)
note-item xyxy=(1248,753,1527,800)
sub-item: A. 6,500 PSI @ 28 DAY STRENGTH xyxy=(1297,151,1425,161)
note-text: THE HARDSCAPE CONTRACTOR IS RESPONSIBLE FOR BACK CHECKING TO MAKE SURE ALL SOILS, SLEEVING, UTILITIES AND FORMS ARE IN PLACE AND ADEQUATELY PREPARED 24 HOURS PRIOR TO EACH POUR. xyxy=(980,691,1227,729)
note-number: 8. xyxy=(966,56,973,65)
note-item xyxy=(1248,393,1527,421)
note-text: THE CONTRACTOR SHALL SUBMIT THE FOLLOWING TO THE OWNER FOR REVIEW NO LESS THAN 30 DAYS PRIOR TO INTENDED DATE OF ORDER. (NOTE: IT IS THE RESPONSIBILITY OF THE CONTRACTOR TO ALLOW ENOUGH LEAD TIME FOR IMPORT OF PRODUCT.) xyxy=(1276,807,1516,855)
note-text: THE HARDSCAPE CONTRACTOR FOR THIS PROJECT MUST BE ABLE TO DOCUMENT A MINIMUM OF FIVE (5) YEARS OF COMPARABLE EXPERIENCE IN THE INSTALLATION OF HARDSCAPE FOR PROJECTS IN OF SIMILAR SCALE, INTENSITY AND QUALITY. GENERAL CONTRACTOR MUST SUBMIT DOCUMENTATION TO LANDSCAPE ARCHITECT FOR APPROVAL PRIOR TO BID AWARD. xyxy=(93,301,335,367)
note-number: 6. xyxy=(1558,475,1564,485)
note-list xyxy=(657,472,936,555)
note-number: 5. xyxy=(79,374,86,384)
